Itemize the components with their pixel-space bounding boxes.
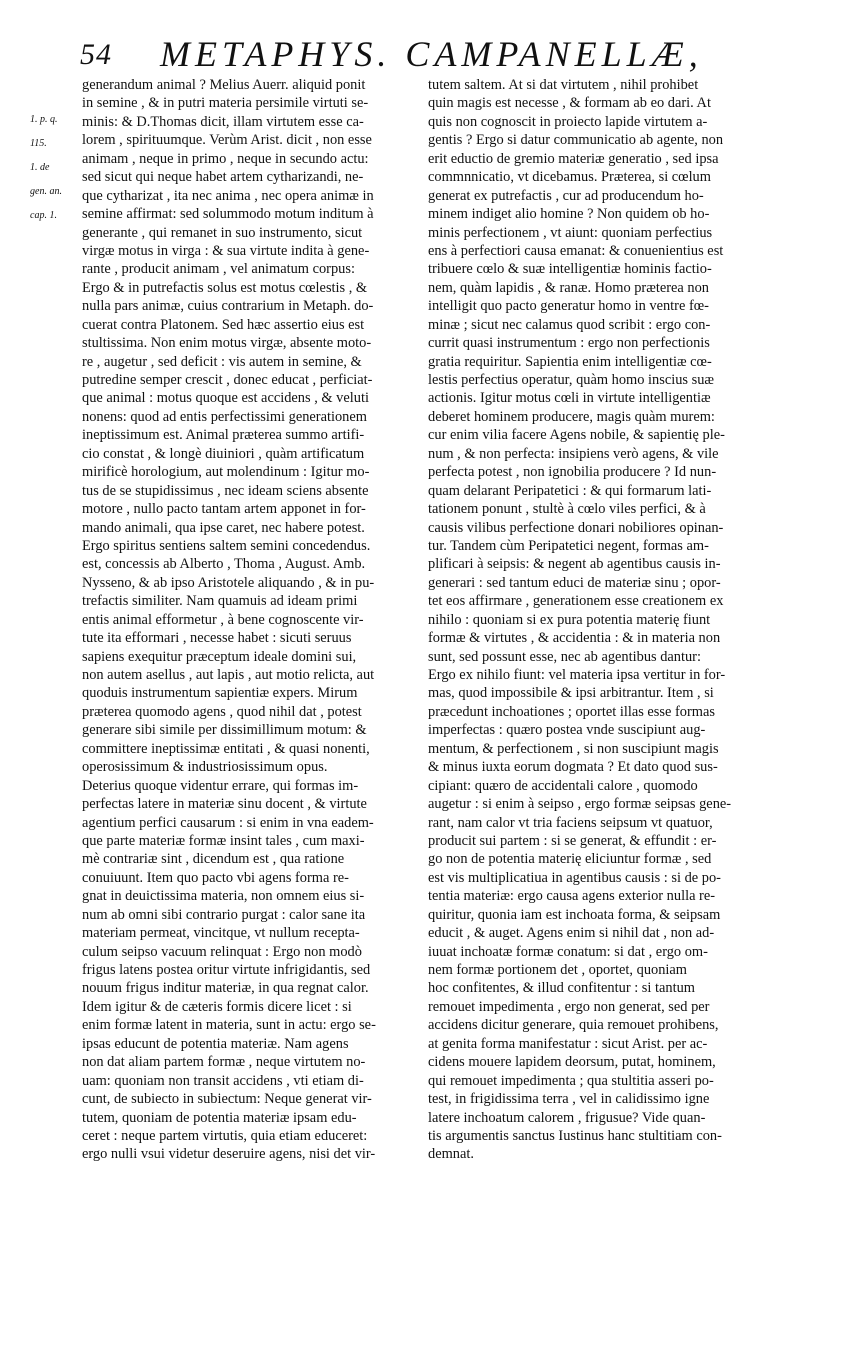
text-line: tis argumentis sanctus Iustinus hanc stultitiam con-: [428, 1127, 722, 1144]
text-line: num , & non perfecta: insipiens verò agens, & vile: [428, 445, 719, 462]
text-line: qui remouet impedimenta ; qua stultitia asseri po-: [428, 1072, 714, 1089]
text-line: iuuat inchoatæ formæ conatum: si dat , ergo om-: [428, 943, 708, 960]
text-line: ceret : neque partem virtutis, quia etiam educeret:: [82, 1127, 368, 1144]
text-line: mando animali, qua ipse caret, nec habere potest.: [82, 519, 365, 536]
text-line: tus de se stupidissimus , nec ideam sciens absente: [82, 482, 369, 499]
text-line: cur enim vilia facere Agens nobile, & sapientię ple-: [428, 427, 725, 444]
text-line: mas, quod impossibile & ipsi arbitrantur. Item , si: [428, 685, 714, 702]
text-line: non autem asellus , aut lapis , aut motio relicta, aut: [82, 667, 375, 683]
text-line: minis: & D.Thomas dicit, illam virtutem esse ca-: [82, 113, 364, 130]
text-line: imperfectas : quæro postea vnde suscipiunt aug-: [428, 722, 706, 739]
text-line: generare sibi simile per dissimillimum motum: &: [82, 722, 367, 739]
text-line: uam: quoniam non transit accidens , vti etiam di-: [82, 1072, 364, 1089]
marginalia: [30, 112, 78, 232]
text-line: ineptissimum est. Animal præterea summo artifi-: [82, 427, 365, 444]
text-line: sunt, sed possunt esse, nec ab agentibus dantur:: [428, 648, 701, 665]
text-line: commnnicatio, vt dicebamus. Præterea, si cœlum: [428, 169, 711, 186]
text-line: frigus latens postea oritur virtute infrigidantis, sed: [82, 962, 371, 978]
text-line: lestis perfectius operatur, quàm homo inscius suæ: [428, 372, 714, 388]
text-line: tutem, quoniam de potentia materiæ ipsam edu-: [82, 1109, 357, 1126]
text-line: generandum animal ? Melius Auerr. aliquid ponit: [82, 77, 366, 93]
text-line: mè contrariæ sint , dicendum est , qua ratione: [82, 851, 345, 868]
text-line: Ergo ex nihilo fiunt: vel materia ipsa vertitur in for-: [428, 667, 726, 683]
text-line: animam , neque in primo , neque in secundo actu:: [82, 150, 369, 167]
text-line: actionis. Igitur motus cœli in virtute intelligentiæ: [428, 390, 711, 407]
text-line: entis animal efformetur , à bene cognoscente vir-: [82, 611, 364, 628]
text-line: Idem igitur & de cæteris formis dicere licet : si: [82, 998, 352, 1015]
text-line: materiam permeat, vincitque, vt nullum recepta-: [82, 925, 360, 942]
text-line: motore , nullo pacto tantam artem apponet in for-: [82, 501, 366, 518]
text-line: num ab omni sibi contrario purgat : calor sane ita: [82, 906, 366, 923]
text-line: quis non cognoscit in proiecto lapide virtutem a-: [428, 113, 708, 130]
text-line: go non de potentia materię eliciuntur formæ , sed: [428, 851, 712, 868]
text-line: generari : sed tantum educi de materiæ sinu ; opor-: [428, 574, 721, 591]
text-line: quam delarant Peripatetici : & qui formarum lati-: [428, 482, 712, 499]
text-line: ipsas educunt de potentia materiæ. Nam agens: [82, 1035, 349, 1052]
text-line: quoduis instrumentum sapientiæ expers. Mirum: [82, 685, 358, 702]
text-line: est, concessis ab Alberto , Thoma , August. Amb.: [82, 556, 366, 573]
margin-note: cap. 1.: [30, 210, 57, 221]
text-line: nulla pars animæ, cuius contrarium in Metaph. do-: [82, 298, 374, 315]
margin-note: gen. an.: [30, 186, 62, 197]
text-line: que cytharizat , ita nec anima , nec opera animæ in: [82, 187, 374, 204]
text-line: cipiant: quæro de accidentali calore , quomodo: [428, 777, 698, 794]
text-line: Ergo & in putrefactis solus est motus cœlestis , &: [82, 279, 368, 296]
margin-note: 115.: [30, 138, 47, 149]
text-line: mentum, & perfectionem , si non suscipiunt magis: [428, 740, 719, 757]
text-line: stultissima. Non enim motus virgæ, absente moto-: [82, 335, 372, 352]
text-line: nonens: quod ad entis perfectissimi generationem: [82, 408, 367, 425]
text-line: tur. Tandem cùm Peripatetici negent, formas am-: [428, 537, 709, 554]
text-line: perfectas latere in materiæ sinu docent , & virtute: [82, 796, 367, 813]
text-line: putredine semper crescit , donec educat , perficiat-: [82, 372, 373, 388]
text-line: enim formæ latent in materia, sunt in actu: ergo se-: [82, 1017, 376, 1034]
text-line: lorem , spirituumque. Verùm Arist. dicit , non esse: [82, 132, 372, 149]
text-line: currit quasi instrumentum : ergo non perfectionis: [428, 335, 710, 352]
text-line: rant, nam calor vt tria faciens seipsum vt quatuor,: [428, 814, 713, 831]
text-line: ens à perfectiori causa emanat: & conuenientius est: [428, 242, 724, 259]
text-line: trefactis similiter. Nam quamuis ad ideam primi: [82, 593, 358, 610]
text-line: Ergo spiritus sentiens saltem semini concedendus.: [82, 537, 371, 554]
text-line: cuerat contra Platonem. Sed hæc assertio eius est: [82, 316, 365, 333]
text-line: intelligit quo pacto generatur homo in ventre fœ-: [428, 298, 709, 315]
text-line: perfecta potest , non ignobilia producere ? Id nun-: [428, 464, 717, 481]
text-line: cidens mouere lapidem deorsum, putat, hominem,: [428, 1054, 716, 1071]
text-line: gnat in deuictissima materia, non omnem eius si-: [82, 888, 365, 905]
text-line: minis perfectionem , vt aiunt: quoniam perfectius: [428, 224, 713, 241]
right-text-column: [428, 76, 754, 1164]
text-line: erit eductio de gremio materiæ generatio , sed ipsa: [428, 150, 719, 167]
text-line: sapiens exequitur præceptum ideale domini sui,: [82, 648, 357, 665]
text-line: cio constat , & longè diuiniori , quàm artificatum: [82, 445, 365, 462]
text-line: deberet hominem producere, magis quàm murem:: [428, 408, 715, 425]
text-line: tutem saltem. At si dat virtutem , nihil prohibet: [428, 77, 699, 93]
text-line: re , augetur , sed deficit : vis autem in semine, &: [82, 353, 362, 370]
text-line: culum seipso vacuum relinquat : Ergo non modò: [82, 943, 362, 960]
text-line: gratia requiritur. Sapientia enim intelligentiæ cœ-: [428, 353, 712, 370]
text-line: committere ineptissimæ entitati , & quasi nonenti,: [82, 740, 370, 757]
text-line: præcedunt inchoationes ; oportet illas esse formas: [428, 703, 715, 720]
running-head: METAPHYS. CAMPANELLÆ,: [160, 34, 703, 74]
text-line: Deterius quoque videntur errare, qui formas im-: [82, 777, 359, 794]
text-line: Nysseno, & ab ipso Aristotele aliquando , & in pu-: [82, 574, 375, 591]
text-line: tationem ponunt , stultè à cœlo viles perfici, & à: [428, 501, 706, 518]
text-line: est vis multiplicatiua in agentibus causis : si de po-: [428, 869, 721, 886]
text-line: tribuere cœlo & suæ intelligentiæ hominis factio-: [428, 261, 712, 278]
text-line: mirificè horologium, aut molendinum : Igitur mo-: [82, 464, 370, 481]
margin-note: 1. p. q.: [30, 114, 58, 125]
text-line: tute ita efformari , necesse habet : sicuti seruus: [82, 630, 352, 647]
text-line: demnat.: [428, 1146, 474, 1163]
text-line: nihilo : quoniam si ex pura potentia materię fiunt: [428, 611, 711, 628]
text-line: tet eos affirmare , generationem esse creationem ex: [428, 593, 724, 610]
text-line: que parte materiæ formæ insint tales , cum maxi-: [82, 832, 365, 849]
text-line: ergo nulli vsui videtur deseruire agens, nisi det vir-: [82, 1146, 376, 1163]
text-line: non dat aliam partem formæ , neque virtutem no-: [82, 1054, 366, 1071]
text-line: minem indiget alio homine ? Non quidem ob ho-: [428, 206, 710, 223]
page-number: 54: [80, 38, 112, 71]
text-line: virgæ motus in virga : & sua virtute indita à gene-: [82, 242, 370, 259]
text-line: sed sicut qui neque habet artem cytharizandi, ne-: [82, 169, 364, 186]
text-line: formæ & virtutes , & accidentia : & in materia non: [428, 630, 721, 647]
text-line: educit , & auget. Agens enim si nihil dat , non ad-: [428, 925, 715, 942]
text-line: operosissimum & industriosissimum opus.: [82, 759, 328, 776]
text-line: agentium perfici causarum : si enim in vna eadem-: [82, 814, 374, 831]
text-line: gentis ? Ergo si datur communicatio ab agente, non: [428, 132, 724, 149]
text-line: præterea quomodo agens , quod nihil dat , potest: [82, 703, 362, 720]
text-line: que animal : motus quoque est accidens , & veluti: [82, 390, 369, 407]
text-line: remouet impedimenta , ergo non generat, sed per: [428, 998, 710, 1015]
text-line: nem formæ portionem det , oportet, quoniam: [428, 962, 687, 978]
text-line: nem, quàm lapidis , & ranæ. Homo præterea non: [428, 279, 709, 296]
text-line: quiritur, quonia iam est inchoata forma, & seipsam: [428, 906, 721, 923]
text-line: & minus iuxta eorum dogmata ? Et dato quod sus-: [428, 759, 718, 776]
text-line: rante , producit animam , vel animatum corpus:: [82, 261, 355, 278]
text-line: nouum frigus inditur materiæ, in qua regnat calor.: [82, 980, 369, 997]
margin-note: 1. de: [30, 162, 50, 173]
text-line: latere inchoatum calorem , frigusue? Vide quan-: [428, 1109, 706, 1126]
text-line: semine affirmat: sed solummodo motum inditum à: [82, 206, 374, 223]
text-line: at genita forma manifestatur : sicut Arist. per ac-: [428, 1035, 708, 1052]
text-line: in semine , & in putri materia persimile virtuti se-: [82, 95, 369, 112]
text-line: generat ex putrefactis , cur ad producendum ho-: [428, 187, 704, 204]
text-line: augetur : si enim à seipso , ergo formæ seipsas gene-: [428, 796, 732, 813]
text-line: generante , qui remanet in suo instrumento, sicut: [82, 224, 363, 241]
text-line: tentia materiæ: ergo causa agens exterior nulla re-: [428, 888, 716, 905]
left-text-column: [82, 76, 408, 1164]
text-line: cunt, de subiecto in subiectum: Neque generat vir-: [82, 1091, 372, 1108]
text-line: accidens dicitur generare, quia remouet prohibens,: [428, 1017, 719, 1034]
text-line: hoc confitentes, & illud confitentur : si tantum: [428, 980, 695, 997]
text-line: causis vilibus perfectione donari nobiliores opinan-: [428, 519, 724, 536]
text-line: producit sui partem : si se generat, & effundit : er-: [428, 832, 717, 849]
text-line: test, in frigidissima terra , vel in calidissimo igne: [428, 1091, 710, 1108]
text-line: conuiuunt. Item quo pacto vbi agens forma re-: [82, 869, 349, 886]
text-line: quin magis est necesse , & formam ab eo dari. At: [428, 95, 711, 112]
text-line: minæ ; sicut nec calamus quod scribit : ergo con-: [428, 316, 711, 333]
text-line: plificari à seipsis: & negent ab agentibus causis in-: [428, 556, 721, 573]
